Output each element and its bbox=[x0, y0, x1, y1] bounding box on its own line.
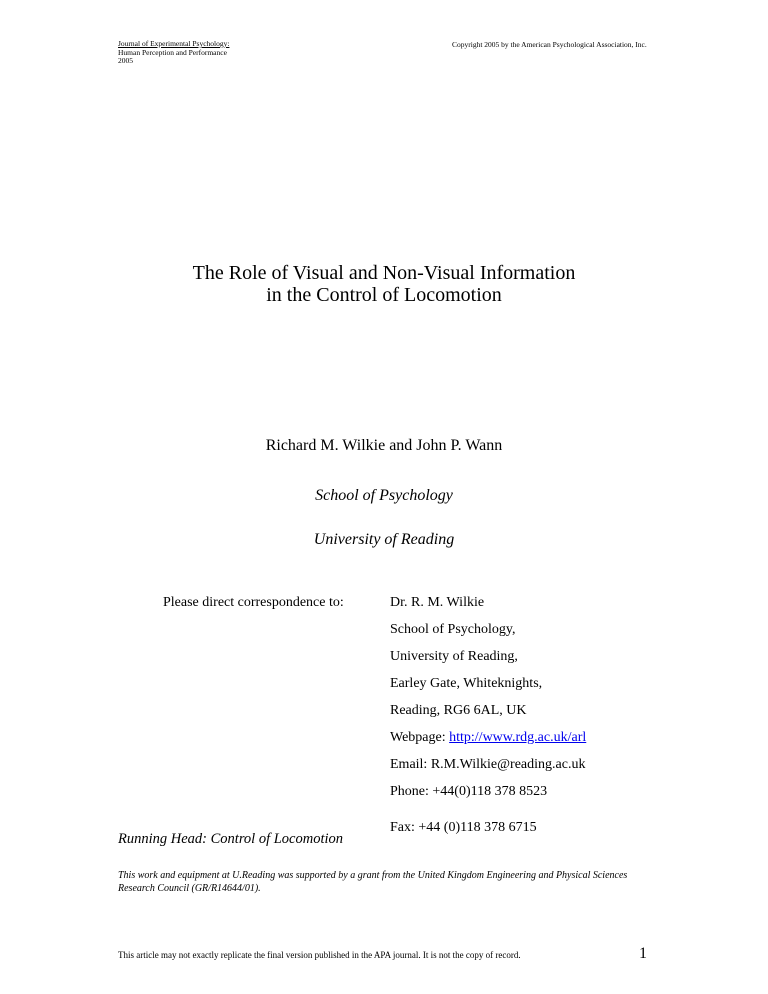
footer-disclaimer: This article may not exactly replicate the final version published in the APA journal. It is not the copy of record. bbox=[118, 950, 521, 960]
author-list: Richard M. Wilkie and John P. Wann bbox=[265, 437, 503, 454]
journal-name-line: Journal of Experimental Psychology: bbox=[118, 39, 230, 48]
affiliation-university: University of Reading bbox=[313, 531, 455, 548]
title-line-2: in the Control of Locomotion bbox=[266, 284, 502, 306]
phone-line: Phone: +44(0)118 378 8523 bbox=[390, 784, 548, 799]
email-line: Email: R.M.Wilkie@reading.ac.uk bbox=[390, 757, 586, 772]
address-line: School of Psychology, bbox=[390, 622, 516, 637]
title-line-1: The Role of Visual and Non-Visual Information bbox=[192, 262, 576, 284]
funding-acknowledgement: This work and equipment at U.Reading was supported by a grant from the United Kingdom Engineering and Physical Sciences Research Council (GR/R14644/01). bbox=[118, 870, 628, 894]
journal-year-line: 2005 bbox=[118, 56, 133, 65]
webpage-link[interactable]: http://www.rdg.ac.uk/arl bbox=[449, 730, 587, 745]
correspondence-name: Dr. R. M. Wilkie bbox=[390, 595, 485, 610]
address-line: Reading, RG6 6AL, UK bbox=[390, 703, 527, 718]
fax-line: Fax: +44 (0)118 378 6715 bbox=[390, 820, 537, 835]
affiliation-school: School of Psychology bbox=[315, 487, 453, 504]
correspondence-details bbox=[390, 595, 586, 847]
copyright-notice: Copyright 2005 by the American Psychological Association, Inc. bbox=[452, 40, 647, 49]
webpage-line bbox=[390, 730, 586, 757]
address-line: University of Reading, bbox=[390, 649, 518, 664]
journal-subtitle-line: Human Perception and Performance bbox=[118, 47, 227, 57]
correspondence-label: Please direct correspondence to: bbox=[163, 595, 344, 610]
webpage-label: Webpage: bbox=[390, 730, 450, 745]
journal-citation bbox=[118, 40, 229, 66]
page-number: 1 bbox=[639, 945, 647, 962]
running-head: Running Head: Control of Locomotion bbox=[118, 831, 344, 847]
address-line: Earley Gate, Whiteknights, bbox=[390, 676, 543, 691]
paper-title bbox=[0, 262, 768, 306]
